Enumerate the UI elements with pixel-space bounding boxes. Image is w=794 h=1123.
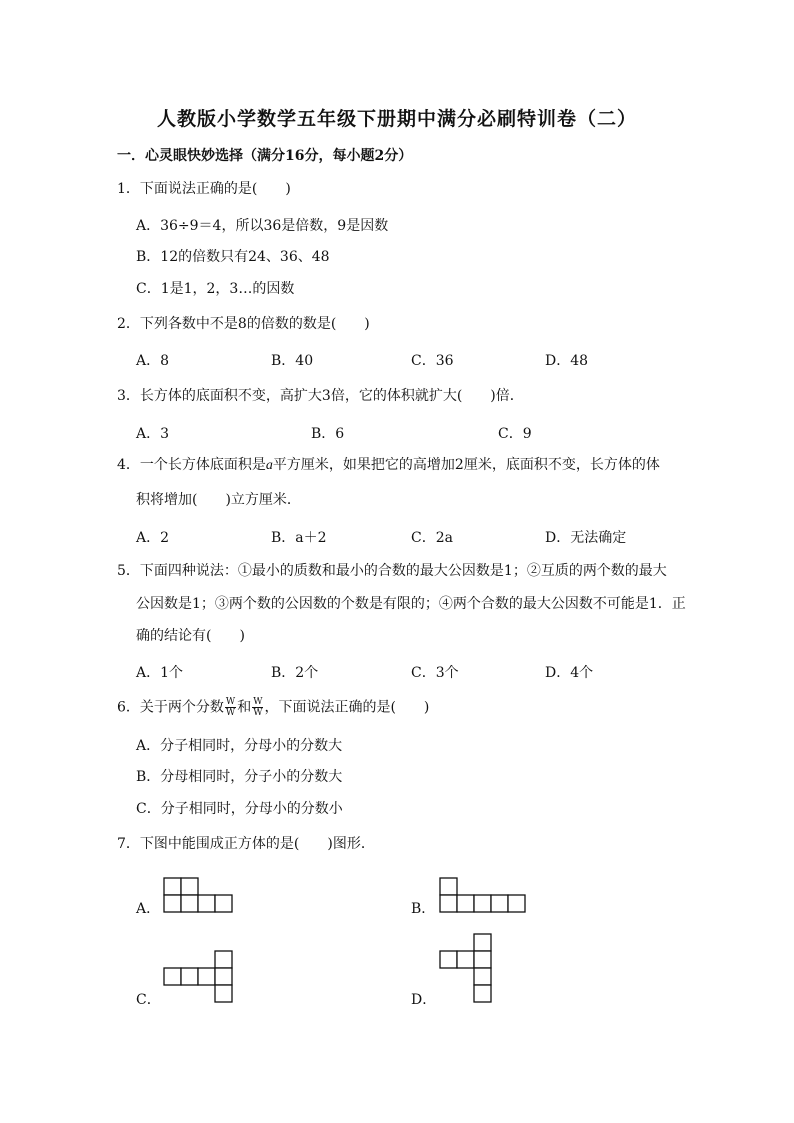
question-2-stem: 2．下列各数中不是8的倍数的数是( ): [117, 316, 370, 332]
question-4-stem-line-1: 4．一个长方体底面积是a平方厘米，如果把它的高增加2厘米，底面积不变，长方体的体: [117, 457, 660, 473]
question-2-option-a: A．8: [136, 353, 170, 369]
question-1-option-b: B．12的倍数只有24、36、48: [136, 249, 330, 265]
question-4-option-c: C．2a: [411, 530, 453, 546]
question-7-option-b: B．: [411, 901, 436, 917]
net-a-square: [198, 895, 215, 912]
net-c-square: [215, 985, 232, 1002]
net-c-square: [215, 951, 232, 968]
question-5-option-a: A．1个: [136, 665, 184, 681]
cube-net-figure-d: [440, 934, 496, 1006]
question-4-stem-line-2: 积将增加( )立方厘米．: [136, 492, 301, 508]
question-5-option-d: D．4个: [545, 665, 594, 681]
net-c-square: [181, 968, 198, 985]
question-1-stem: 1．下面说法正确的是( ): [117, 181, 291, 197]
net-d-square: [440, 951, 457, 968]
net-d-square: [474, 934, 491, 951]
question-6-option-a: A．分子相同时，分母小的分数大: [136, 738, 343, 754]
net-b-square: [440, 895, 457, 912]
net-a-square: [181, 895, 198, 912]
question-6-option-b: B．分母相同时，分子小的分数大: [136, 769, 343, 785]
net-b-square: [457, 895, 474, 912]
question-2-option-d: D．48: [545, 353, 589, 369]
fraction-2: $\frac{W}{W}$: [253, 697, 263, 718]
question-1-option-c: C．1是1，2，3…的因数: [136, 281, 295, 297]
net-c-square: [198, 968, 215, 985]
net-b-square: [508, 895, 525, 912]
question-7-option-c: C．: [136, 992, 161, 1008]
question-5-stem-line-1: 5．下面四种说法：①最小的质数和最小的合数的最大公因数是1；②互质的两个数的最大: [117, 563, 667, 579]
question-6-stem: 6．关于两个分数 $\frac{W}{W}$ 和 $\frac{W}{W}$ ，下面说法正确的是( ): [117, 697, 430, 718]
question-2-option-c: C．36: [411, 353, 454, 369]
question-7-option-d: D．: [411, 992, 437, 1008]
section-heading: 一．心灵眼快妙选择（满分16分，每小题2分）: [117, 148, 413, 164]
question-4-option-d: D．无法确定: [545, 530, 627, 546]
question-3-option-a: A．3: [136, 426, 170, 442]
cube-net-figure-c: [164, 951, 236, 1005]
question-3-option-c: C．9: [498, 426, 532, 442]
question-3-option-b: B．6: [311, 426, 345, 442]
fraction-1: $\frac{W}{W}$: [225, 697, 236, 718]
net-d-square: [474, 951, 491, 968]
question-7-option-a: A．: [136, 901, 161, 917]
question-4-option-b: B．a＋2: [271, 530, 327, 546]
question-5-option-b: B．2个: [271, 665, 319, 681]
page-title: 人教版小学数学五年级下册期中满分必刷特训卷（二）: [156, 108, 637, 130]
variable-a: a: [265, 458, 273, 473]
question-7-stem: 7．下图中能围成正方体的是( )图形．: [117, 836, 375, 852]
net-d-square: [474, 985, 491, 1002]
net-a-square: [181, 878, 198, 895]
net-c-square: [215, 968, 232, 985]
cube-net-figure-a: [164, 878, 236, 914]
question-3-stem: 3．长方体的底面积不变，高扩大3倍，它的体积就扩大( )倍．: [117, 388, 524, 404]
question-5-stem-line-3: 确的结论有( ): [136, 628, 245, 644]
question-4-option-a: A．2: [136, 530, 170, 546]
net-d-square: [457, 951, 474, 968]
net-b-square: [491, 895, 508, 912]
net-b-square: [474, 895, 491, 912]
net-d-square: [474, 968, 491, 985]
question-5-stem-line-2: 公因数是1；③两个数的公因数的个数是有限的；④两个合数的最大公因数不可能是1．正: [136, 596, 686, 612]
net-b-square: [440, 878, 457, 895]
net-a-square: [215, 895, 232, 912]
net-a-square: [164, 878, 181, 895]
question-2-option-b: B．40: [271, 353, 314, 369]
cube-net-figure-b: [440, 878, 530, 914]
question-5-option-c: C．3个: [411, 665, 459, 681]
net-c-square: [164, 968, 181, 985]
question-6-option-c: C．分子相同时，分母小的分数小: [136, 801, 343, 817]
net-a-square: [164, 895, 181, 912]
question-1-option-a: A．36÷9＝4，所以36是倍数，9是因数: [136, 218, 389, 234]
